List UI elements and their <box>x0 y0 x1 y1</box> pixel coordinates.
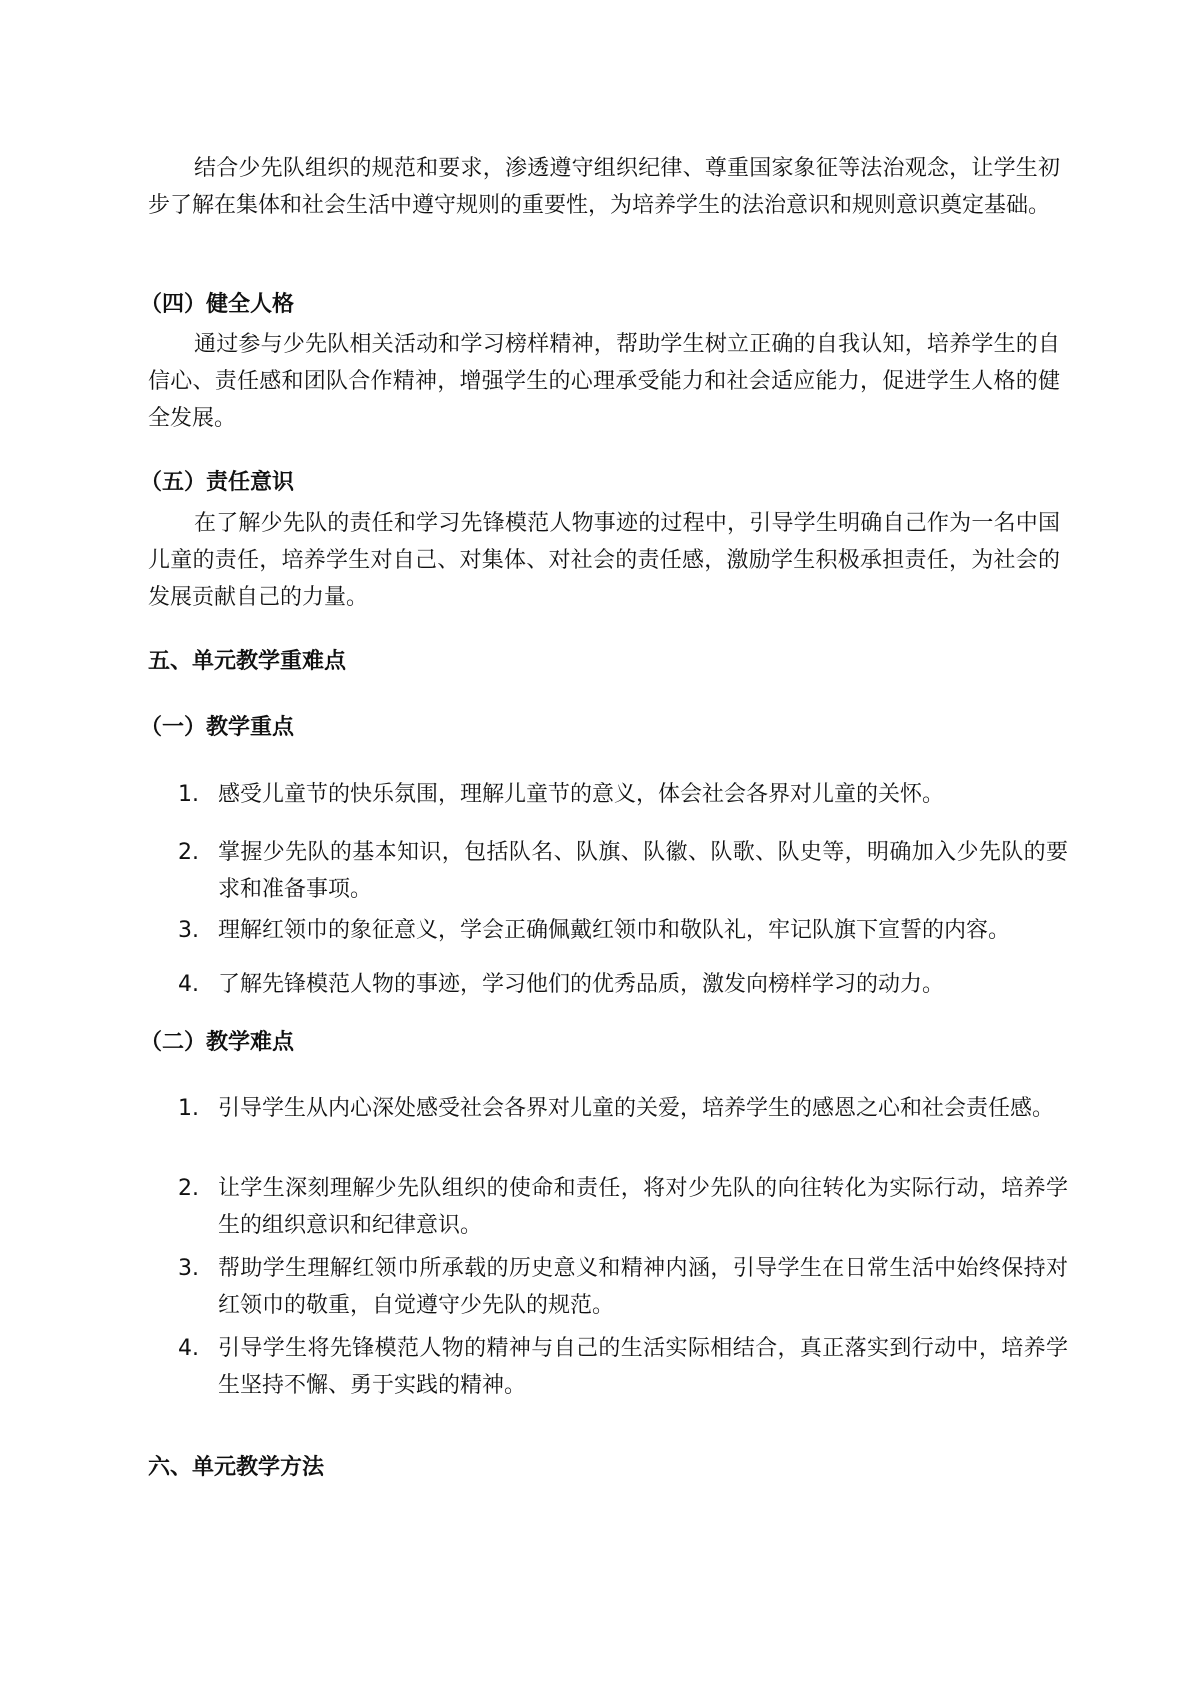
list-item-number: 2. <box>178 840 199 865</box>
list-item-number: 4. <box>178 972 199 997</box>
list-item-text: 引导学生从内心深处感受社会各界对儿童的关爱，培养学生的感恩之心和社会责任感。 <box>218 1096 1055 1121</box>
list-item <box>178 776 1068 813</box>
list-item <box>178 966 1068 1003</box>
list-item <box>178 912 1068 949</box>
list-item-text: 引导学生将先锋模范人物的精神与自己的生活实际相结合，真正落实到行动中，培养学生坚持不懈、勇于实践的精神。 <box>218 1336 1068 1398</box>
heading-teaching-key-points: （一）教学重点 <box>140 715 295 740</box>
heading-responsibility: （五）责任意识 <box>140 470 295 495</box>
list-item-number: 4. <box>178 1336 199 1361</box>
list-item-text: 了解先锋模范人物的事迹，学习他们的优秀品质，激发向榜样学习的动力。 <box>218 972 945 997</box>
list-item-text: 理解红领巾的象征意义，学会正确佩戴红领巾和敬队礼，牢记队旗下宣誓的内容。 <box>218 918 1011 943</box>
list-item-number: 2. <box>178 1176 199 1201</box>
list-item-number: 1. <box>178 1096 199 1121</box>
paragraph-law-awareness: 结合少先队组织的规范和要求，渗透遵守组织纪律、尊重国家象征等法治观念，让学生初步了解在集体和社会生活中遵守规则的重要性，为培养学生的法治意识和规则意识奠定基础。 <box>148 156 1060 218</box>
paragraph-sound-personality: 通过参与少先队相关活动和学习榜样精神，帮助学生树立正确的自我认知，培养学生的自信心、责任感和团队合作精神，增强学生的心理承受能力和社会适应能力，促进学生人格的健全发展。 <box>148 332 1060 431</box>
list-item <box>178 1170 1068 1244</box>
list-item-text: 让学生深刻理解少先队组织的使命和责任，将对少先队的向往转化为实际行动，培养学生的组织意识和纪律意识。 <box>218 1176 1068 1238</box>
list-item-text: 掌握少先队的基本知识，包括队名、队旗、队徽、队歌、队史等，明确加入少先队的要求和准备事项。 <box>218 840 1068 902</box>
heading-teaching-difficulties: （二）教学难点 <box>140 1030 295 1055</box>
list-item-number: 3. <box>178 1256 199 1281</box>
list-item <box>178 1250 1068 1324</box>
list-item <box>178 834 1068 908</box>
heading-section-6: 六、单元教学方法 <box>148 1455 325 1480</box>
list-item-number: 1. <box>178 782 199 807</box>
list-item <box>178 1330 1068 1404</box>
list-item-text: 感受儿童节的快乐氛围，理解儿童节的意义，体会社会各界对儿童的关怀。 <box>218 782 945 807</box>
list-item-number: 3. <box>178 918 199 943</box>
heading-section-5: 五、单元教学重难点 <box>148 649 347 674</box>
paragraph-responsibility: 在了解少先队的责任和学习先锋模范人物事迹的过程中，引导学生明确自己作为一名中国儿童的责任，培养学生对自己、对集体、对社会的责任感，激励学生积极承担责任，为社会的发展贡献自己的力量。 <box>148 511 1060 610</box>
list-item <box>178 1090 1068 1127</box>
list-item-text: 帮助学生理解红领巾所承载的历史意义和精神内涵，引导学生在日常生活中始终保持对红领巾的敬重，自觉遵守少先队的规范。 <box>218 1256 1068 1318</box>
heading-sound-personality: （四）健全人格 <box>140 292 295 317</box>
